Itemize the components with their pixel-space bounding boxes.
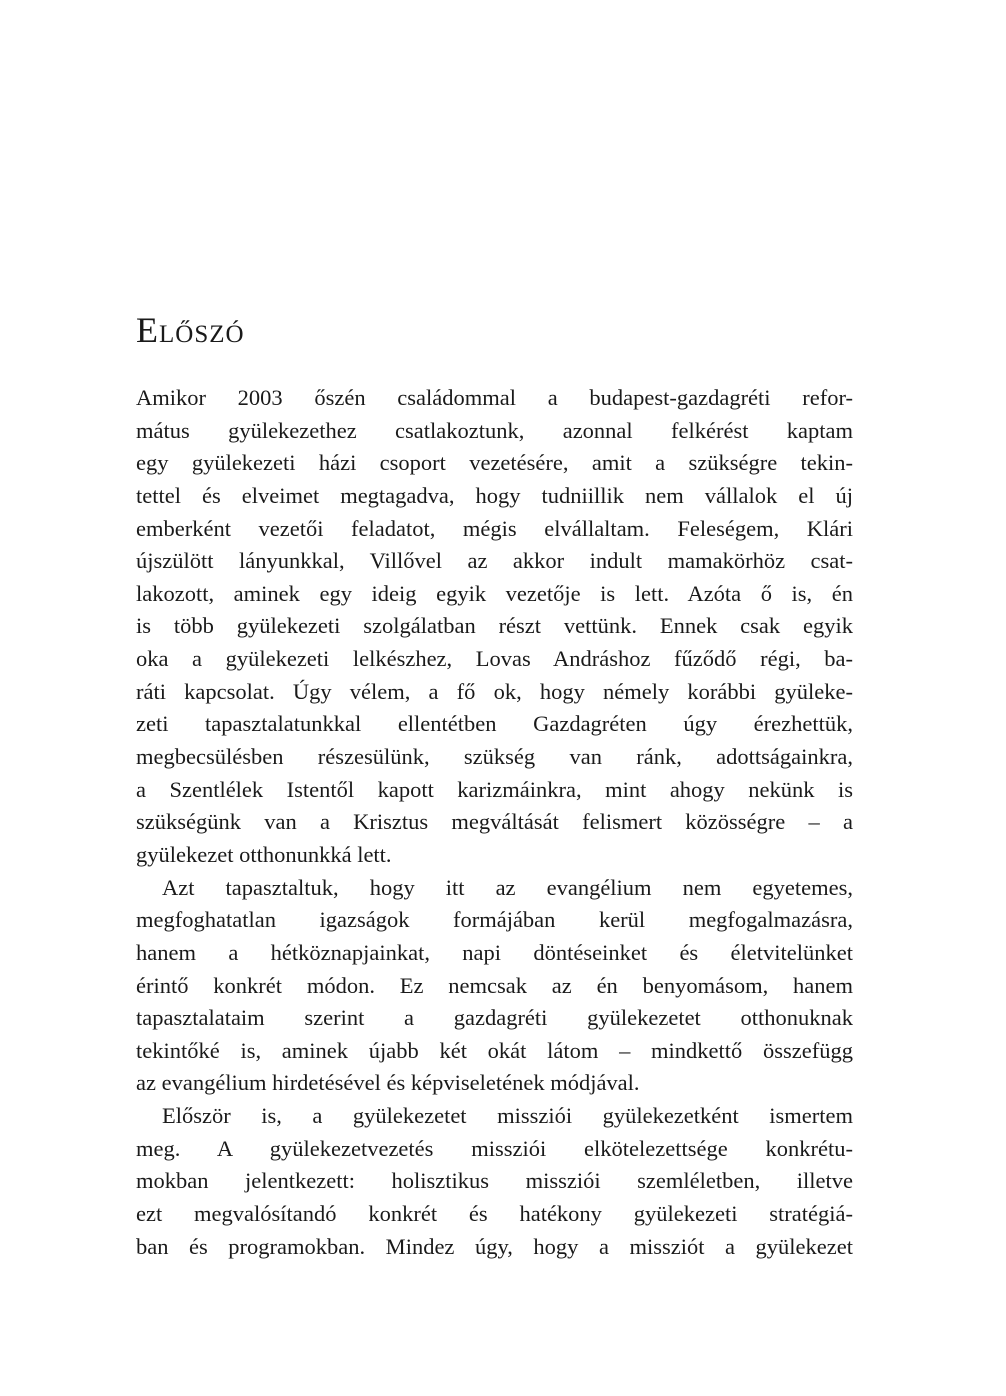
text-line: tapasztalataim szerint a gazdagréti gyülekezetet otthonuknak <box>136 1005 853 1031</box>
paragraph-end-line: gyülekezet otthonunkká lett. <box>136 841 392 867</box>
text-line: Amikor 2003 őszén családommal a budapest-gazdagréti refor- <box>136 385 853 410</box>
text-line: hanem a hétköznapjainkat, napi döntéseinket és életvitelünket <box>136 939 853 965</box>
text-line: a Szentlélek Istentől kapott karizmáinkra, mint ahogy nekünk is <box>136 776 853 802</box>
text-line: ban és programokban. Mindez úgy, hogy a missziót a gyülekezet <box>136 1233 853 1259</box>
text-line: szükségünk van a Krisztus megváltását felismert közösségre – a <box>136 809 853 835</box>
text-line: zeti tapasztalatunkkal ellentétben Gazdagréten úgy érezhettük, <box>136 711 853 737</box>
text-line: oka a gyülekezeti lelkészhez, Lovas Andráshoz fűződő régi, ba- <box>136 646 853 672</box>
paragraph-first-line: Először is, a gyülekezetet missziói gyülekezetként ismertem <box>162 1103 853 1129</box>
text-line: is több gyülekezeti szolgálatban részt vettünk. Ennek csak egyik <box>136 613 853 639</box>
text-line: tettel és elveimet megtagadva, hogy tudniillik nem vállalok el új <box>136 482 853 508</box>
text-line: ezt megvalósítandó konkrét és hatékony gyülekezeti stratégiá- <box>136 1201 853 1227</box>
text-line: újszülött lányunkkal, Villővel az akkor indult mamakörhöz csat- <box>136 548 853 574</box>
text-line: egy gyülekezeti házi csoport vezetésére, amit a szükségre tekin- <box>136 450 853 476</box>
text-line: meg. A gyülekezetvezetés missziói elkötelezettsége konkrétu- <box>136 1135 853 1161</box>
text-line: emberként vezetői feladatot, mégis elvállaltam. Feleségem, Klári <box>136 515 853 541</box>
text-line: ráti kapcsolat. Úgy vélem, a fő ok, hogy némely korábbi gyüleke- <box>136 678 853 704</box>
body-text <box>136 382 853 1263</box>
text-line: megfoghatatlan igazságok formájában kerül megfogalmazásra, <box>136 907 853 933</box>
paragraph-end-line: az evangélium hirdetésével és képviseletének módjával. <box>136 1070 640 1096</box>
text-line: tekintőké is, aminek újabb két okát látom – mindkettő összefügg <box>136 1037 853 1063</box>
text-line: megbecsülésben részesülünk, szükség van ránk, adottságainkra, <box>136 744 853 770</box>
chapter-title: Előszó <box>136 310 245 350</box>
paragraph-first-line: Azt tapasztaltuk, hogy itt az evangélium nem egyetemes, <box>162 874 853 900</box>
text-line: lakozott, aminek egy ideig egyik vezetője is lett. Azóta ő is, én <box>136 580 853 606</box>
text-line: mokban jelentkezett: holisztikus missziói szemléletben, illetve <box>136 1168 853 1194</box>
text-line: mátus gyülekezethez csatlakoztunk, azonnal felkérést kaptam <box>136 417 853 443</box>
text-line: érintő konkrét módon. Ez nemcsak az én benyomásom, hanem <box>136 972 853 998</box>
